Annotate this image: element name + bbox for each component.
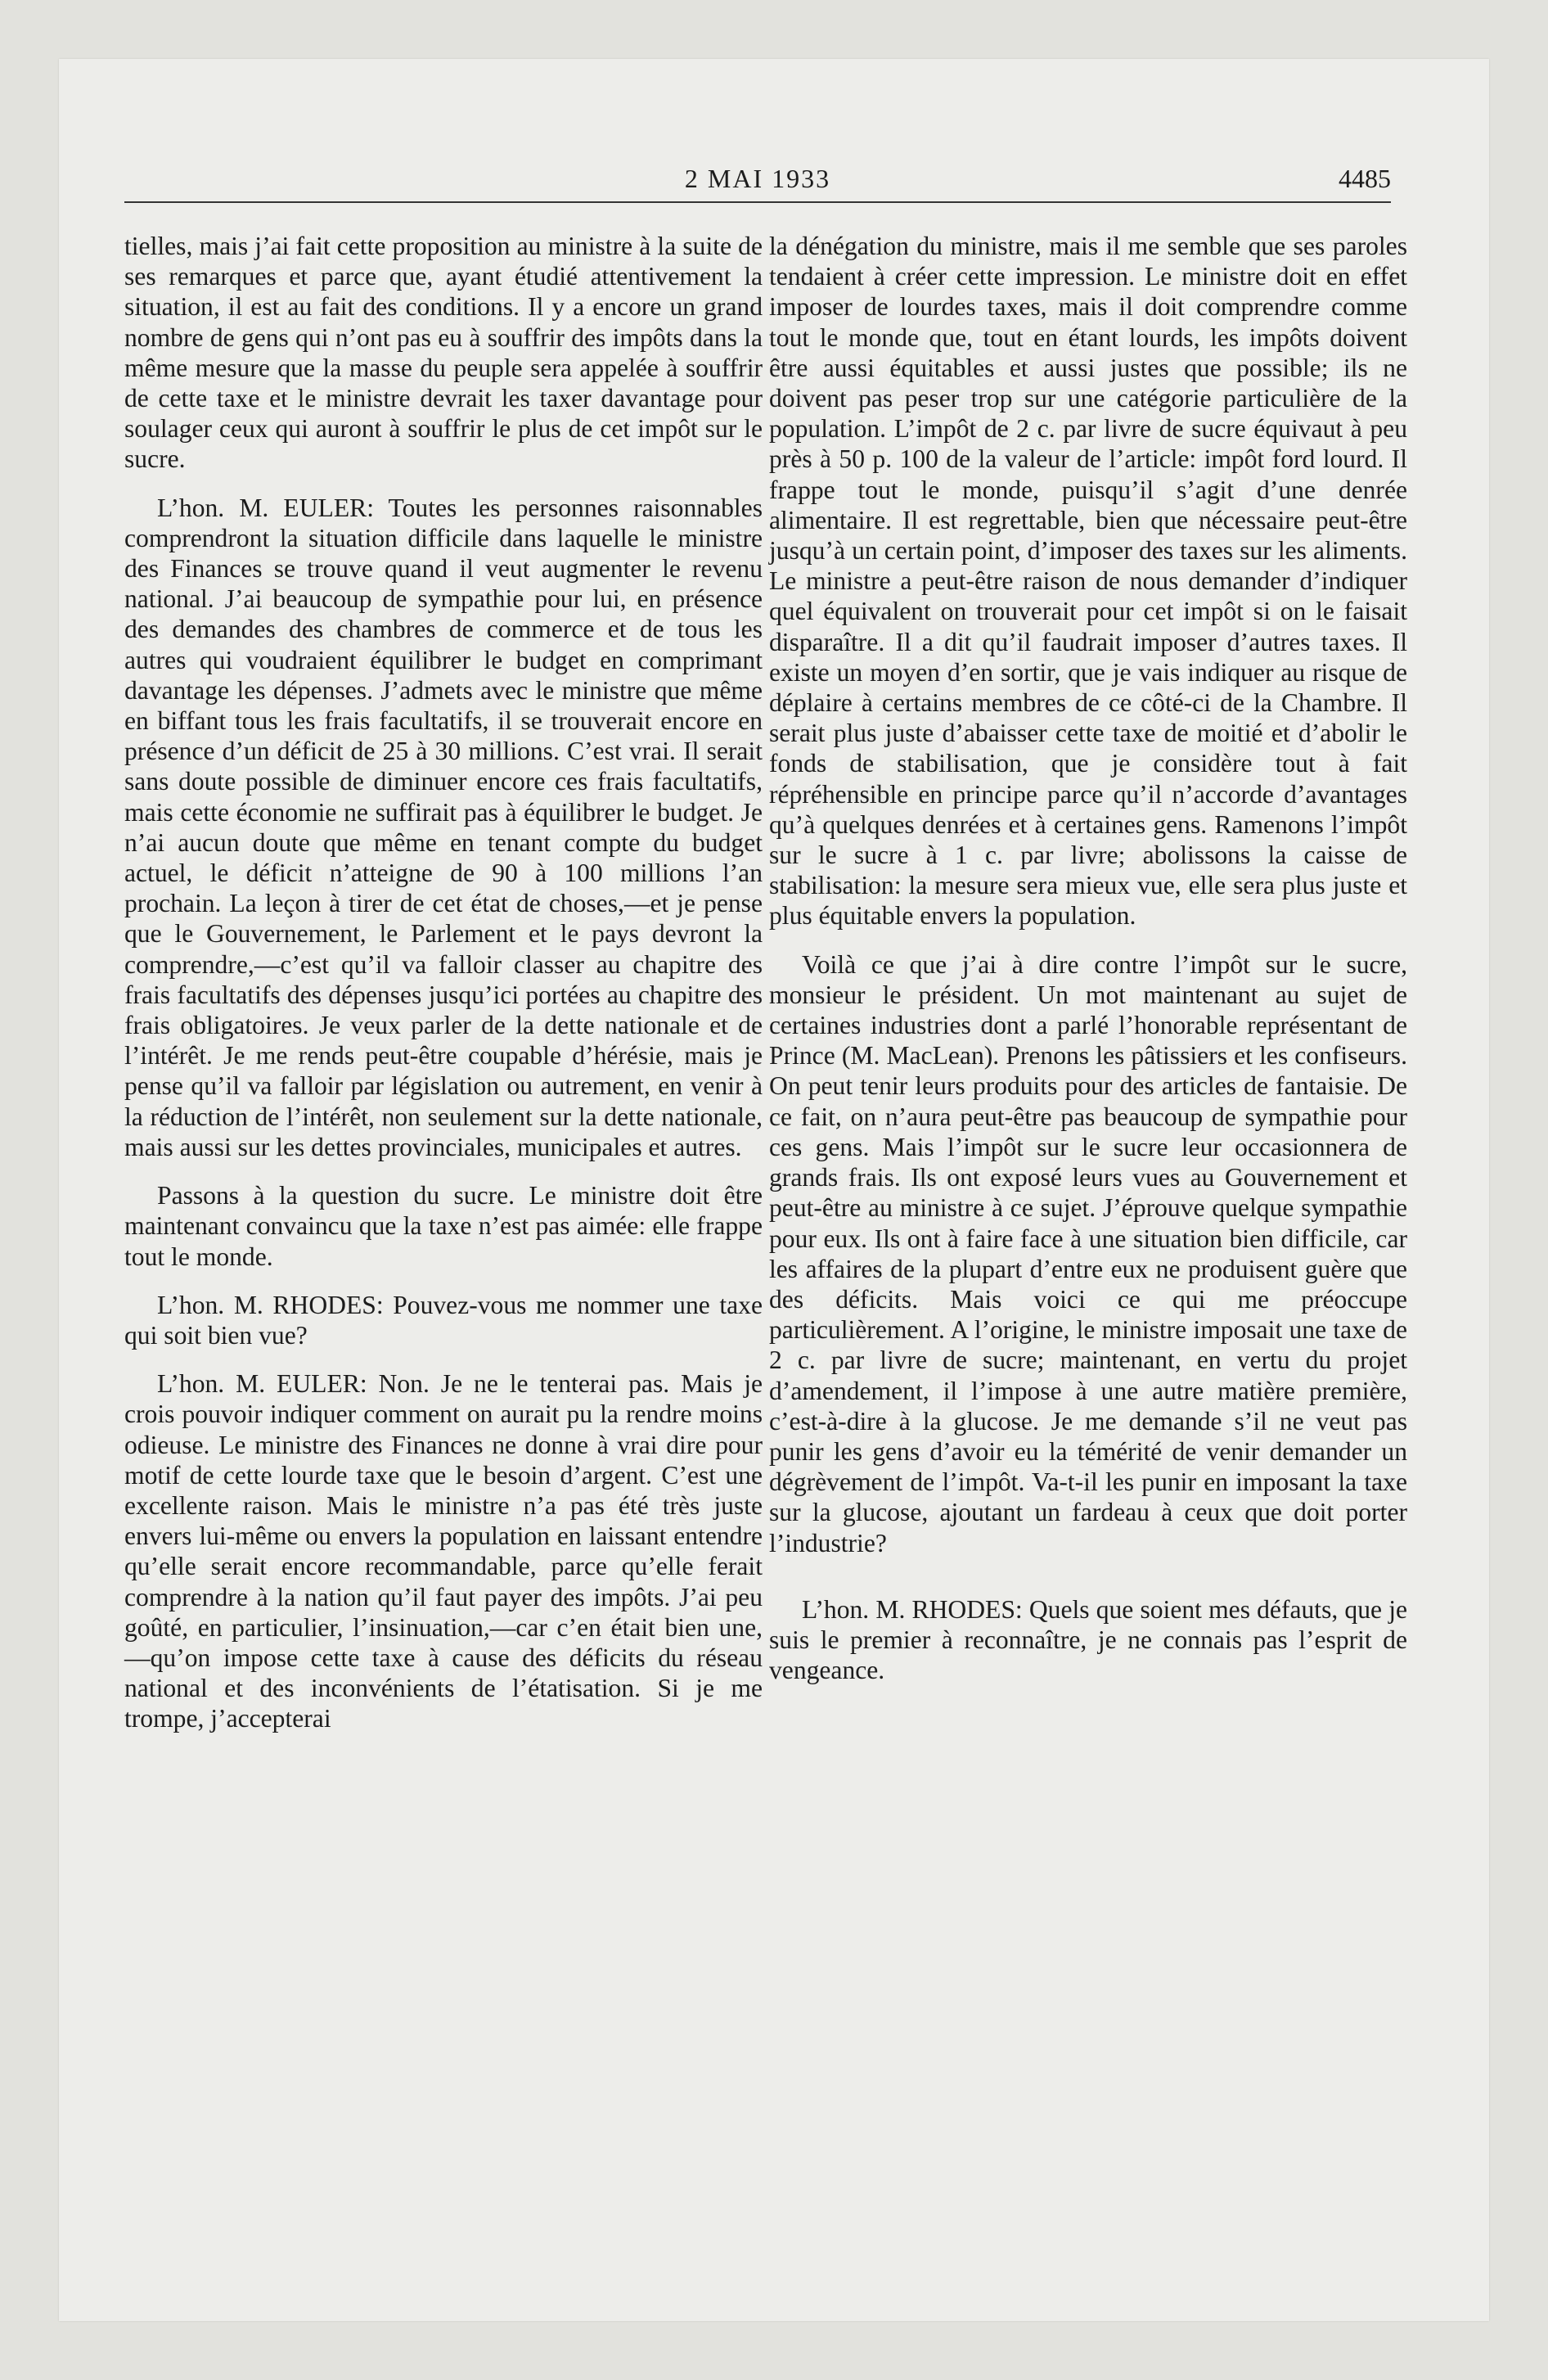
paragraph: L’hon. M. RHODES: Quels que soient mes défauts, que je suis le premier à reconnaître, je ne connais pas l’esprit de vengeance.: [769, 1594, 1407, 1685]
right-column: [769, 231, 1407, 1685]
paragraph: la dénégation du ministre, mais il me semble que ses paroles tendaient à créer cette impression. Le ministre doit en effet imposer de lourdes taxes, mais il doit comprendre comme tout le monde que, tout en étant lourds, les impôts doivent être aussi équitables et aussi justes que possible; ils ne doivent pas peser trop sur une catégorie particulière de la population. L’impôt de 2 c. par livre de sucre équivaut à peu près à 50 p. 100 de la valeur de l’article: impôt ford lourd. Il frappe tout le monde, puisqu’il s’agit d’une denrée alimentaire. Il est regrettable, bien que nécessaire peut-être jusqu’à un certain point, d’imposer des taxes sur les aliments. Le ministre a peut-être raison de nous demander d’indiquer quel équivalent on trouverait pour cet impôt si on le faisait disparaître. Il a dit qu’il faudrait imposer d’autres taxes. Il existe un moyen d’en sortir, que je vais indiquer au risque de déplaire à certains membres de ce côté-ci de la Chambre. Il serait plus juste d’abaisser cette taxe de moitié et d’abolir le fonds de stabilisation, que je considère tout à fait répréhensible en principe parce qu’il n’accorde d’avantages qu’à quelques denrées et à certaines gens. Ramenons l’impôt sur le sucre à 1 c. par livre; abolissons la caisse de stabilisation: la mesure sera mieux vue, elle sera plus juste et plus équitable envers la population.: [769, 232, 1407, 931]
paragraph: L’hon. M. EULER: Toutes les personnes raisonnables comprendront la situation difficile dans laquelle le ministre des Finances se trouve quand il veut augmenter le revenu national. J’ai beaucoup de sympathie pour lui, en présence des demandes des chambres de commerce et de tous les autres qui voudraient équilibrer le budget en comprimant davantage les dépenses. J’admets avec le ministre que même en biffant tous les frais facultatifs, il se trouverait encore en présence d’un déficit de 25 à 30 millions. C’est vrai. Il serait sans doute possible de diminuer encore ces frais facultatifs, mais cette économie ne suffirait pas à équilibrer le budget. Je n’ai aucun doute que même en tenant compte du budget actuel, le déficit n’atteigne de 90 à 100 millions l’an prochain. La leçon à tirer de cet état de choses,—et je pense que le Gouvernement, le Parlement et le pays devront la comprendre,—c’est qu’il va falloir classer au chapitre des frais facultatifs des dépenses jusqu’ici portées au chapitre des frais obligatoires. Je veux parler de la dette nationale et de l’intérêt. Je me rends peut-être coupable d’hérésie, mais je pense qu’il va falloir par législation ou autrement, en venir à la réduction de l’intérêt, non seulement sur la dette nationale, mais aussi sur les dettes provinciales, municipales et autres.: [124, 493, 763, 1161]
paragraph: Passons à la question du sucre. Le ministre doit être maintenant convaincu que la taxe n’est pas aimée: elle frappe tout le monde.: [124, 1181, 763, 1271]
paragraph: tielles, mais j’ai fait cette proposition au ministre à la suite de ses remarques et parce que, ayant étudié attentivement la situation, il est au fait des conditions. Il y a encore un grand nombre de gens qui n’ont pas eu à souffrir des impôts dans la même mesure que la masse du peuple sera appelée à souffrir de cette taxe et le ministre devrait les taxer davantage pour soulager ceux qui auront à souffrir le plus de cet impôt sur le sucre.: [124, 232, 763, 474]
page-number: 4485: [1339, 164, 1391, 193]
page: [59, 59, 1489, 2321]
page-header: [124, 156, 1391, 205]
left-column: [124, 231, 763, 1734]
header-date: 2 MAI 1933: [684, 164, 831, 193]
header-rule: [124, 201, 1391, 203]
paragraph: L’hon. M. EULER: Non. Je ne le tenterai pas. Mais je crois pouvoir indiquer comment on aurait pu la rendre moins odieuse. Le ministre des Finances ne donne à vrai dire pour motif de cette lourde taxe que le besoin d’argent. C’est une excellente raison. Mais le ministre n’a pas été très juste envers lui-même ou envers la population en laissant entendre qu’elle serait encore recommandable, parce qu’elle ferait comprendre à la nation qu’il faut payer des impôts. J’ai peu goûté, en particulier, l’insinuation,—car c’en était bien une,—qu’on impose cette taxe à cause des déficits du réseau national et des inconvénients de l’étatisation. Si je me trompe, j’accepterai: [124, 1369, 763, 1733]
paragraph: Voilà ce que j’ai à dire contre l’impôt sur le sucre, monsieur le président. Un mot maintenant au sujet de certaines industries dont a parlé l’honorable représentant de Prince (M. MacLean). Prenons les pâtissiers et les confiseurs. On peut tenir leurs produits pour des articles de fantaisie. De ce fait, on n’aura peut-être pas beaucoup de sympathie pour ces gens. Mais l’impôt sur le sucre leur occasionnera de grands frais. Ils ont exposé leurs vues au Gouvernement et peut-être au ministre à ce sujet. J’éprouve quelque sympathie pour eux. Ils ont à faire face à une situation bien difficile, car les affaires de la plupart d’entre eux ne produisent guère que des déficits. Mais voici ce qui me préoccupe particulièrement. A l’origine, le ministre imposait une taxe de 2 c. par livre de sucre; maintenant, en vertu du projet d’amendement, il l’impose à une autre matière première, c’est-à-dire à la glucose. Je me demande s’il ne veut pas punir les gens d’avoir eu la témérité de venir demander un dégrèvement de l’impôt. Va-t-il les punir en imposant la taxe sur la glucose, ajoutant un fardeau à ceux que doit porter l’industrie?: [769, 949, 1407, 1557]
paragraph: L’hon. M. RHODES: Pouvez-vous me nommer une taxe qui soit bien vue?: [124, 1290, 763, 1350]
